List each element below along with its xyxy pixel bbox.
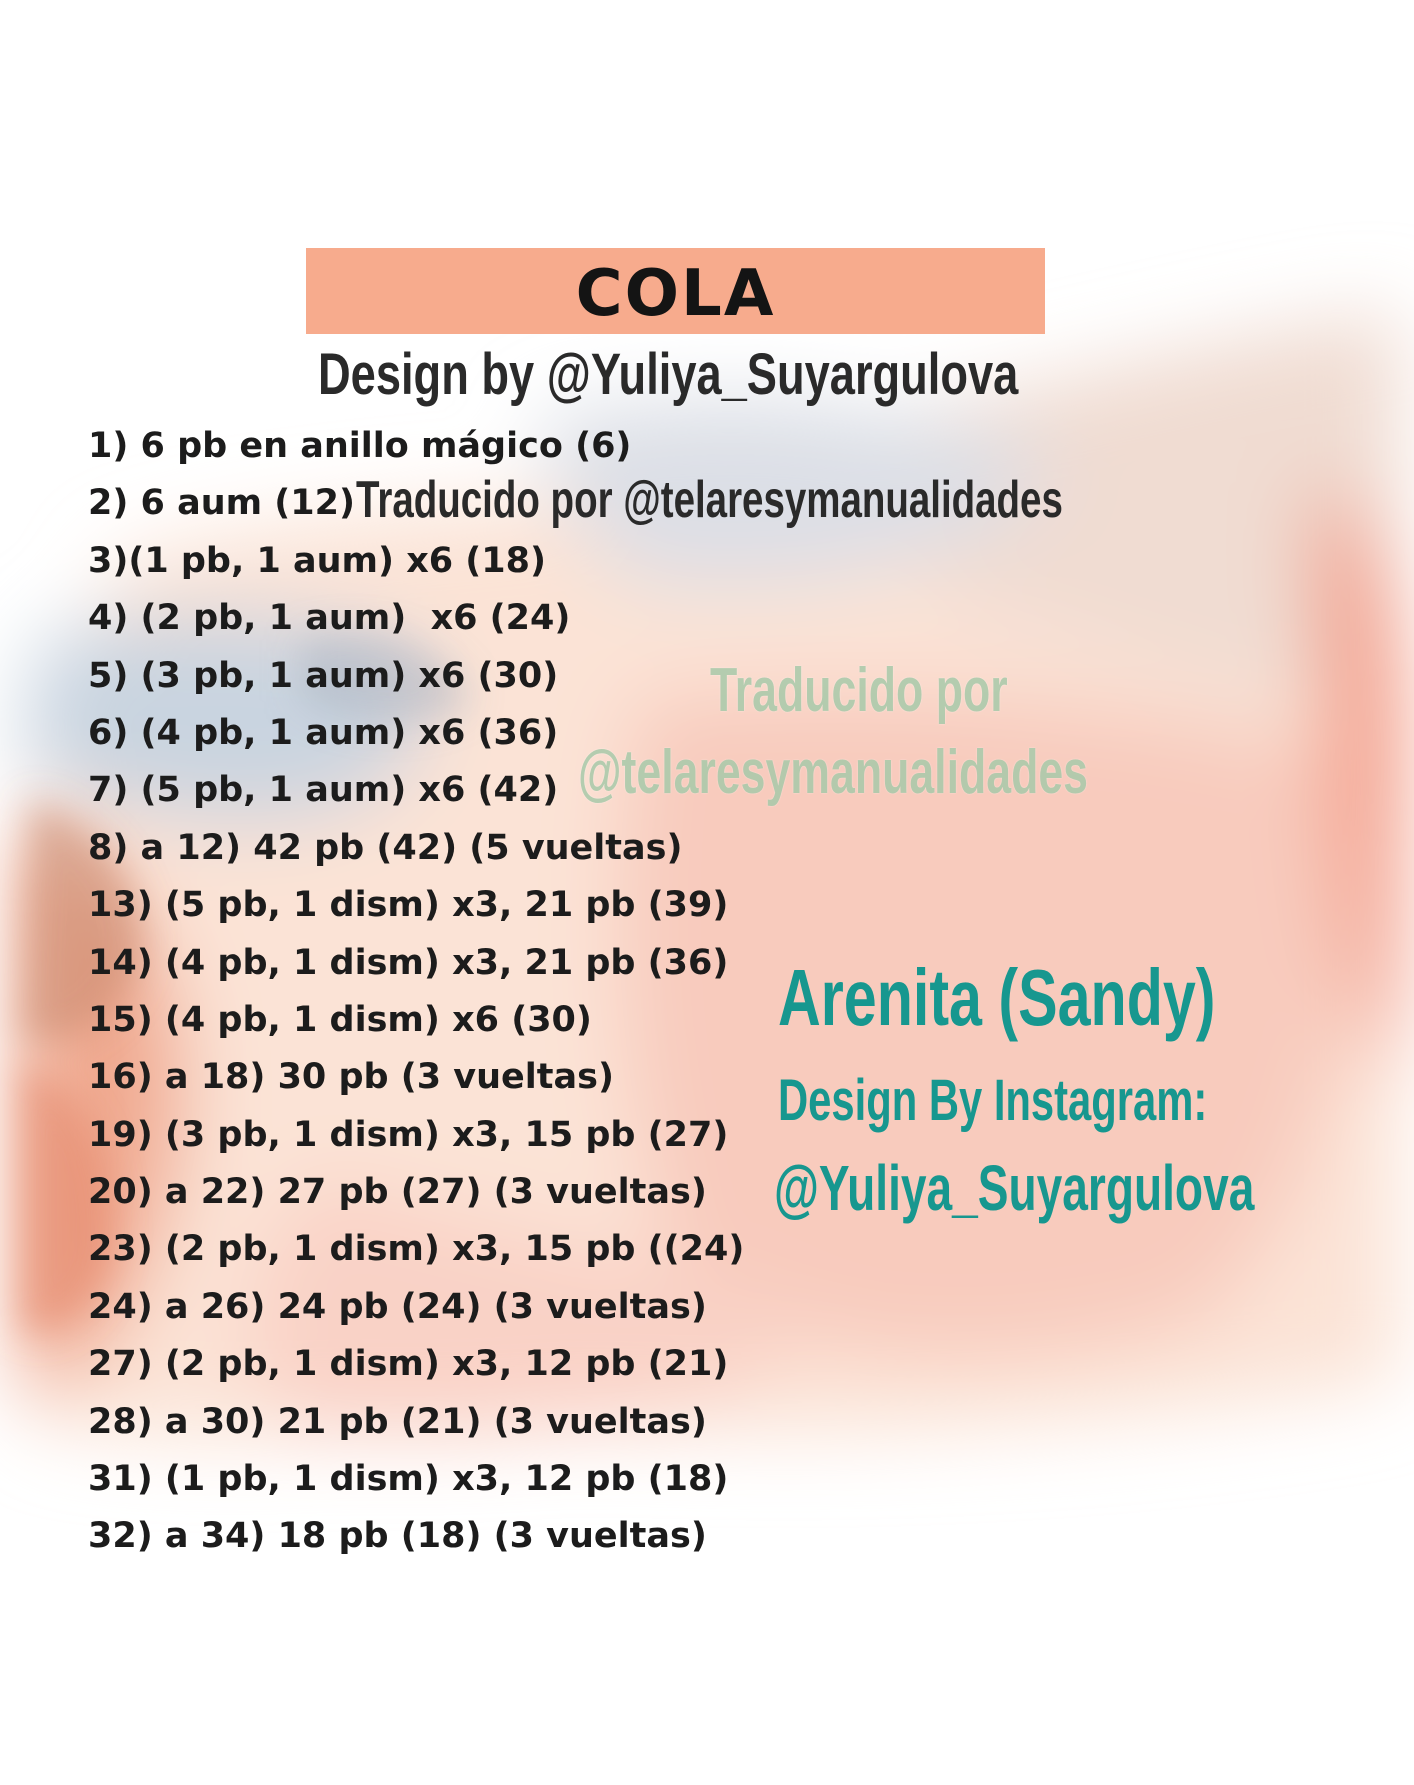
pattern-step: 5) (3 pb, 1 aum) x6 (30) bbox=[88, 655, 559, 696]
watermark-line-2: @telaresymanualidades bbox=[578, 738, 1089, 807]
pattern-step: 31) (1 pb, 1 dism) x3, 12 pb (18) bbox=[88, 1459, 729, 1500]
signature-name: Arenita (Sandy) bbox=[778, 953, 1216, 1042]
pattern-step: 1) 6 pb en anillo mágico (6) bbox=[88, 426, 632, 466]
title-banner bbox=[306, 248, 1045, 334]
pattern-step: 8) a 12) 42 pb (42) (5 vueltas) bbox=[88, 827, 683, 868]
pattern-step: 16) a 18) 30 pb (3 vueltas) bbox=[88, 1057, 614, 1098]
pattern-step: 20) a 22) 27 pb (27) (3 vueltas) bbox=[88, 1172, 707, 1213]
watermark-line-1: Traducido por bbox=[710, 656, 1008, 725]
page-title: COLA bbox=[575, 257, 776, 331]
pattern-step: 4) (2 pb, 1 aum) x6 (24) bbox=[88, 598, 571, 639]
translator-credit: Traducido por @telaresymanualidades bbox=[356, 471, 1063, 529]
pattern-step: 15) (4 pb, 1 dism) x6 (30) bbox=[88, 999, 592, 1040]
pattern-step: 32) a 34) 18 pb (18) (3 vueltas) bbox=[88, 1516, 707, 1557]
pattern-steps bbox=[88, 418, 744, 1566]
pattern-step: 3)(1 pb, 1 aum) x6 (18) bbox=[88, 540, 547, 581]
pattern-step: 2) 6 aum (12) bbox=[88, 483, 355, 524]
designer-credit: Design by @Yuliya_Suyargulova bbox=[318, 342, 1019, 407]
pattern-step: 13) (5 pb, 1 dism) x3, 21 pb (39) bbox=[88, 885, 729, 926]
pattern-step: 7) (5 pb, 1 aum) x6 (42) bbox=[88, 770, 559, 811]
signature-design-by: Design By Instagram: bbox=[778, 1068, 1208, 1133]
pattern-step: 6) (4 pb, 1 aum) x6 (36) bbox=[88, 712, 559, 753]
pattern-step: 27) (2 pb, 1 dism) x3, 12 pb (21) bbox=[88, 1344, 729, 1385]
pattern-step: 14) (4 pb, 1 dism) x3, 21 pb (36) bbox=[88, 942, 729, 983]
pattern-step: 19) (3 pb, 1 dism) x3, 15 pb (27) bbox=[88, 1114, 729, 1155]
pattern-step: 28) a 30) 21 pb (21) (3 vueltas) bbox=[88, 1401, 707, 1442]
signature-handle: @Yuliya_Suyargulova bbox=[774, 1152, 1255, 1224]
pattern-step: 23) (2 pb, 1 dism) x3, 15 pb ((24) bbox=[88, 1229, 745, 1270]
pattern-step: 24) a 26) 24 pb (24) (3 vueltas) bbox=[88, 1286, 707, 1327]
